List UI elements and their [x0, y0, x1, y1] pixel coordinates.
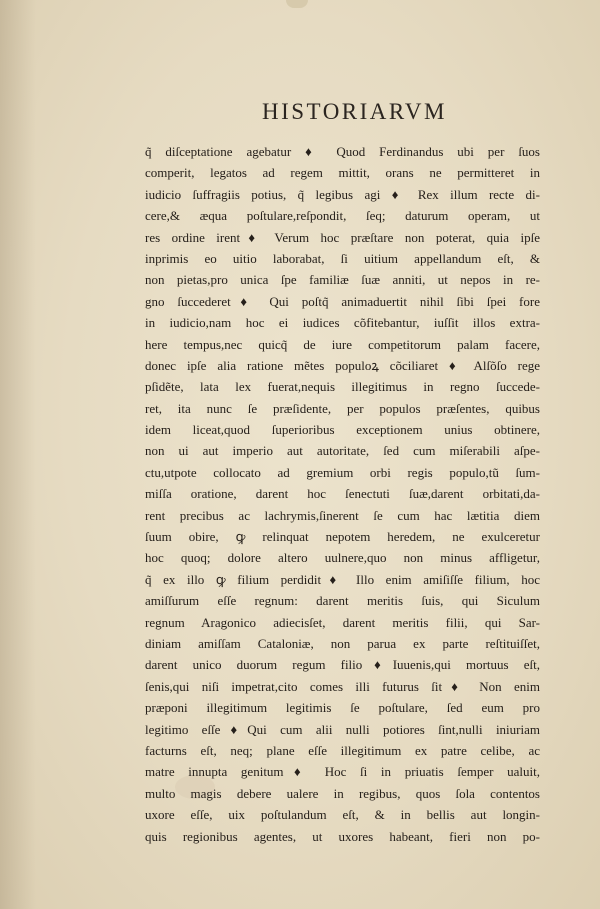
text-line: legitimo eſſe♦Qui cum alii nulli potiores ſint,nulli iniuriam — [145, 721, 540, 737]
text-line: comperit, legatos ad regem mittit, orans ne permitteret in — [145, 165, 540, 181]
text-line: in iudicio,nam hoc ei iudices cõfitebantur, iuſſit illos extra- — [145, 315, 540, 331]
text-line: ſenis,qui niſi impetrat,cito comes illi futurus ſit♦ Non enim — [145, 678, 540, 694]
text-line: cere,& æqua poſtulare,reſpondit, ſeq; daturum operam, ut — [145, 208, 540, 224]
text-line: gno ſuccederet♦ Qui poſtq̃ animaduertit nihil ſibi ſpei fore — [145, 293, 540, 309]
text-line: res ordine irent♦ Verum hoc præſtare non poterat, quia ipſe — [145, 229, 540, 245]
text-line: ctu,utpote collocato ad gremium orbi regis populo,tũ ſum- — [145, 464, 540, 480]
text-line: darent unico duorum regum filio♦Iuuenis,qui mortuus eſt, — [145, 657, 540, 673]
text-line: ret, ita nunc ſe præſidente, per populos præſentes, quibus — [145, 400, 540, 416]
text-line: uxore eſſe, uix poſtulandum eſt, & in bellis aut longin- — [145, 807, 540, 823]
text-line: pſidẽte, lata lex fuerat,nequis illegitimus in regno ſuccede- — [145, 379, 540, 395]
text-line: diniam amiſſam Cataloniæ, non parua ex parte reſtituiſſet, — [145, 635, 540, 651]
text-line: here tempus,nec quicq̃ de iure competitorum palam facere, — [145, 336, 540, 352]
text-line: matre innupta genitum♦ Hoc ſi in priuatis ſemper ualuit, — [145, 764, 540, 780]
text-line: non ui aut imperio aut autoritate, ſed cum miſerabili aſpe- — [145, 443, 540, 459]
text-line: præponi illegitimum legitimis ſe poſtulare, ſed eum pro — [145, 700, 540, 716]
text-line: inprimis eo uitio laborabat, ſi uitium appellandum eſt, & — [145, 250, 540, 266]
text-line: q̃ ex illo ꝙ filium perdidit♦ Illo enim amiſiſſe filium, hoc — [145, 571, 540, 587]
text-line: q̃ diſceptatione agebatur ♦ Quod Ferdinandus ubi per ſuos — [145, 144, 540, 159]
text-line: multo magis debere ualere in regibus, quos ſola contentos — [145, 785, 540, 801]
text-line: amiſſurum eſſe regnum: darent meritis ſuis, qui Siculum — [145, 593, 540, 609]
text-line: idem liceat,quod ſuperioribus exceptionem unius obtinere, — [145, 422, 540, 438]
text-line: facturns eſt, neq; plane eſſe illegitimum ex patre celibe, ac — [145, 742, 540, 758]
text-line: non pietas,pro unica ſpe familiæ ſuæ anniti, ut nepos in re- — [145, 272, 540, 288]
text-line: iudicio ſuffragiis potius, q̃ legibus agi ♦ Rex illum recte di- — [145, 186, 540, 202]
running-head: HISTORIARVM — [262, 99, 447, 124]
text-line: quis regionibus agentes, ut uxores habeant, fieri non po- — [145, 828, 540, 844]
text-line: regnum Aragonico adiecisſet, darent meritis filii, qui Sar- — [145, 614, 540, 630]
text-line: donec ipſe alia ratione mẽtes populoꝝ cõciliaret ♦ Alſõſo rege — [145, 357, 540, 373]
text-line: rent precibus ac lachrymis,ſinerent ſe cum hac lætitia diem — [145, 507, 540, 523]
page-edge-notch — [286, 0, 308, 8]
text-block — [145, 141, 540, 847]
text-line: ſuum obire, ꝙ relinquat nepotem heredem, ne exulceretur — [145, 529, 540, 545]
text-line: hoc quoq; dolore altero uulnere,quo non minus affligetur, — [145, 550, 540, 566]
text-line: miſſa oratione, darent hoc ſenectuti ſuæ,darent orbitati,da- — [145, 486, 540, 502]
binding-shadow — [0, 0, 36, 909]
